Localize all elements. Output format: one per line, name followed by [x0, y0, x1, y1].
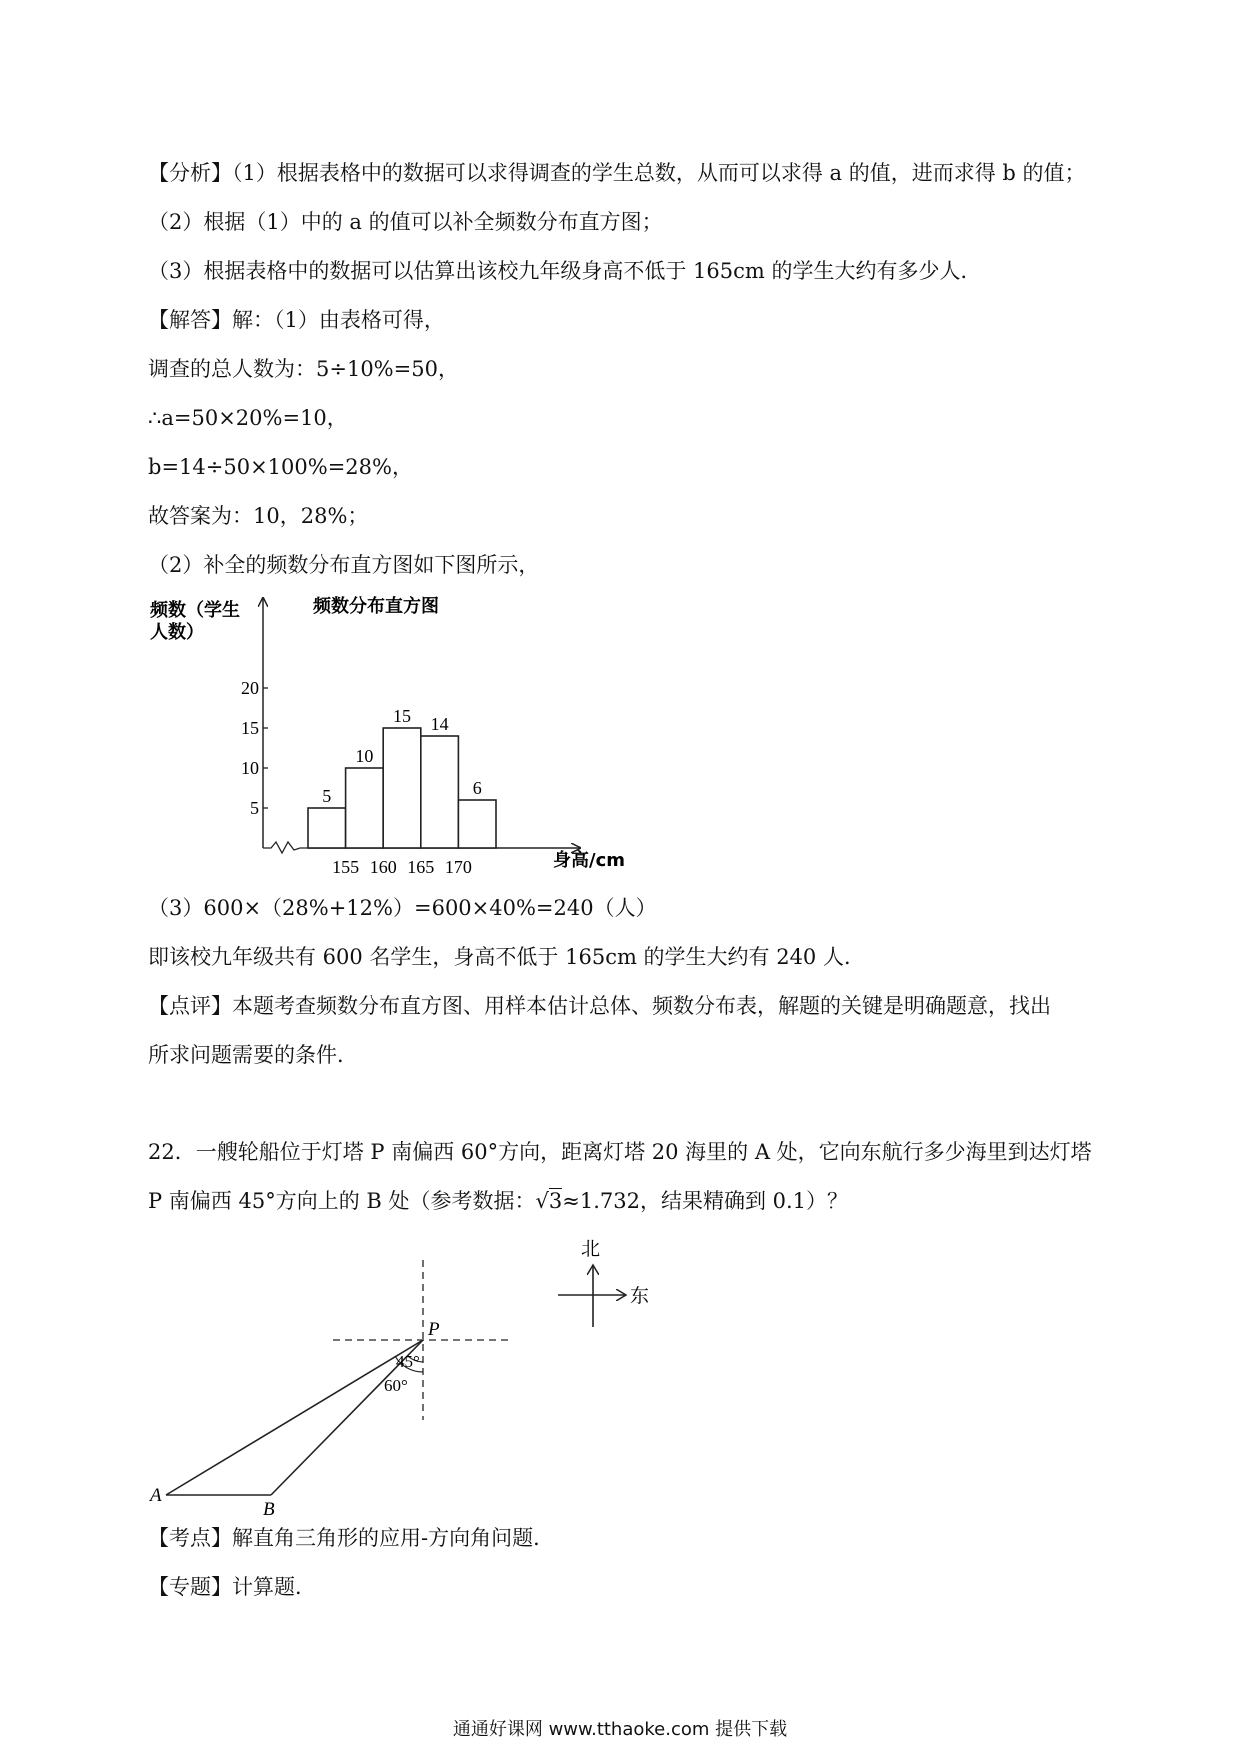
knowledge-point: 【考点】解直角三角形的应用-方向角问题． — [148, 1526, 555, 1550]
angle-60-label: 60° — [384, 1376, 408, 1395]
chart-xlabel: 身高/cm — [553, 850, 625, 871]
bar-value-label: 15 — [393, 706, 411, 726]
chart-x-tick-label: 165 — [407, 857, 435, 877]
chart-x-tick-label: 170 — [444, 857, 472, 877]
histogram-chart — [148, 592, 648, 877]
question-22-line-2-start: P 南偏西 45°方向上的 B 处（参考数据： — [148, 1189, 536, 1213]
histogram-figure — [148, 592, 648, 876]
histogram-bar — [458, 800, 496, 848]
chart-axis-break — [263, 842, 308, 853]
answer-part3: （3）600×（28%+12%）=600×40%=240（人） — [148, 896, 657, 920]
chart-title: 频数分布直方图 — [313, 596, 439, 617]
answer-heading: 【解答】解：（1）由表格可得， — [148, 308, 445, 332]
question-22-line-2 — [148, 1186, 848, 1216]
answer-b: b=14÷50×100%=28%， — [148, 455, 413, 479]
answer-part2: （2）补全的频数分布直方图如下图所示， — [148, 553, 540, 577]
answer-total: 调查的总人数为：5÷10%=50， — [148, 357, 459, 381]
chart-y-tick-label: 5 — [250, 798, 259, 818]
chart-ylabel-line1: 频数（学生 — [150, 600, 240, 621]
histogram-bar — [346, 768, 384, 848]
bar-value-label: 10 — [355, 746, 374, 766]
chart-y-tick-label: 20 — [241, 678, 259, 698]
histogram-bar — [421, 736, 459, 848]
analysis-line-3: （3）根据表格中的数据可以估算出该校九年级身高不低于 165cm 的学生大约有多少人． — [148, 259, 982, 283]
point-B-label: B — [263, 1499, 275, 1520]
answer-part3-conclusion: 即该校九年级共有 600 名学生，身高不低于 165cm 的学生大约有 240 人． — [148, 945, 865, 969]
sqrt-symbol: √ — [535, 1189, 549, 1213]
compass-north-label: 北 — [581, 1238, 601, 1260]
bar-value-label: 5 — [322, 786, 332, 806]
navigation-diagram-svg — [148, 1235, 658, 1520]
chart-x-tick-label: 160 — [369, 857, 397, 877]
navigation-diagram — [148, 1235, 658, 1520]
chart-y-tick-label: 10 — [241, 758, 259, 778]
chart-ylabel-line2: 人数） — [150, 622, 204, 643]
histogram-bar — [308, 808, 346, 848]
point-P-label: P — [428, 1319, 440, 1340]
topic-type: 【专题】计算题． — [148, 1575, 316, 1599]
question-22-line-2-end: ≈1.732，结果精确到 0.1）？ — [562, 1189, 849, 1213]
answer-a: ∴a=50×20%=10， — [148, 406, 348, 430]
point-A-label: A — [150, 1485, 162, 1506]
comment-line-1: 【点评】本题考查频数分布直方图、用样本估计总体、频数分布表，解题的关键是明确题意，找出 — [148, 994, 1051, 1018]
chart-x-tick-label: 155 — [332, 857, 360, 877]
sqrt-radicand: 3 — [548, 1189, 563, 1213]
bar-value-label: 14 — [430, 714, 449, 734]
bar-value-label: 6 — [472, 778, 482, 798]
footer: 通通好课网 www.tthaoke.com 提供下载 — [452, 1719, 788, 1740]
chart-y-tick-label: 15 — [241, 718, 259, 738]
question-22-line-1: 22．一艘轮船位于灯塔 P 南偏西 60°方向，距离灯塔 20 海里的 A 处，它向东航行多少海里到达灯塔 — [148, 1140, 1092, 1164]
analysis-line-2: （2）根据（1）中的 a 的值可以补全频数分布直方图； — [148, 210, 663, 234]
histogram-bar — [383, 728, 421, 848]
compass-east-label: 东 — [630, 1285, 650, 1307]
answer-conclusion: 故答案为：10，28%； — [148, 504, 369, 528]
angle-45-label: 45° — [396, 1352, 420, 1371]
comment-line-2: 所求问题需要的条件． — [148, 1043, 358, 1067]
analysis-line-1: 【分析】（1）根据表格中的数据可以求得调查的学生总数，从而可以求得 a 的值，进而求得 b 的值； — [148, 161, 1086, 185]
